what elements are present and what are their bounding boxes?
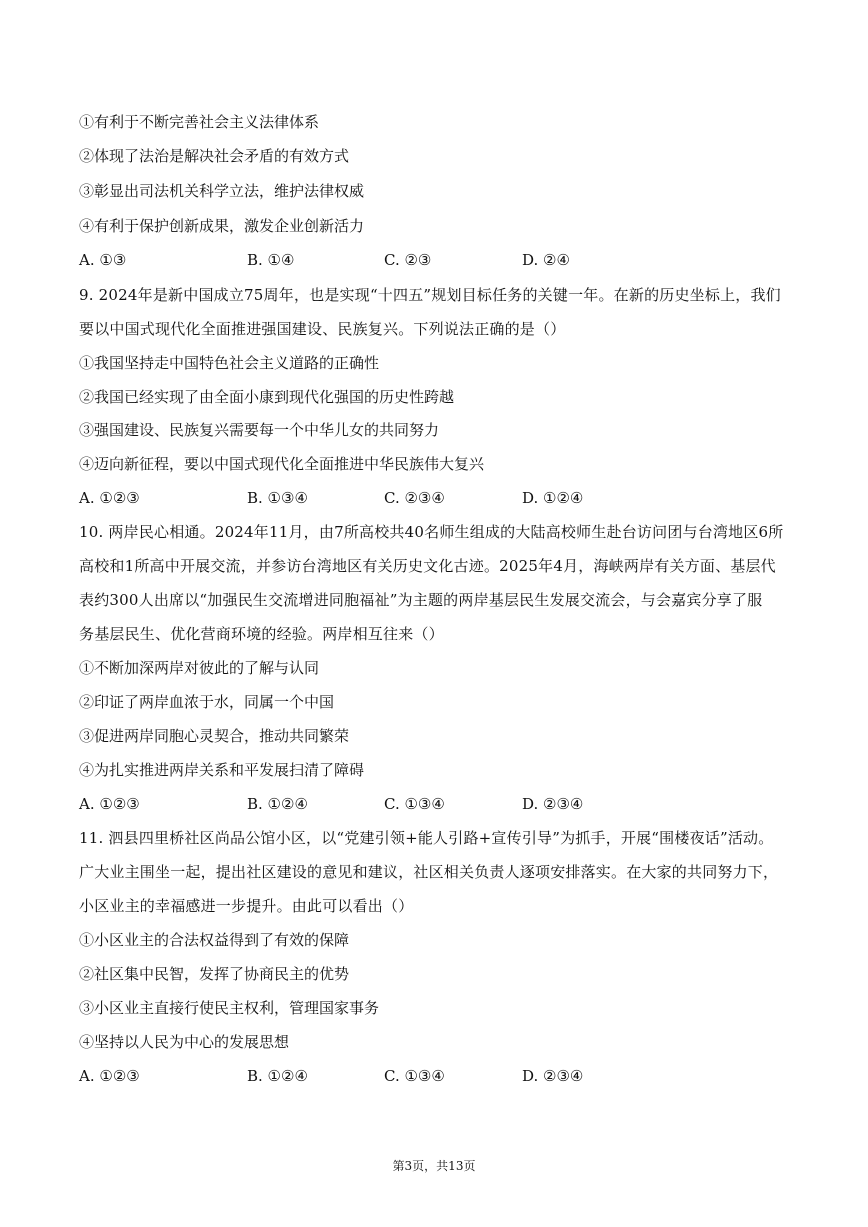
q11-statement-4: ④坚持以人民为中心的发展思想 [79, 1033, 290, 1051]
q10-stem-line-2: 高校和1所高中开展交流，并参访台湾地区有关历史文化古迹。2025年4月，海峡两岸有关方面、基层代 [79, 557, 776, 575]
q11-stem-line-3: 小区业主的幸福感进一步提升。由此可以看出（） [79, 897, 414, 915]
q11-stem-line-1: 11. 泗县四里桥社区尚品公馆小区，以“党建引领+能人引路+宣传引导”为抓手，开展“围楼夜话”活动。 [79, 829, 774, 847]
q11-statement-3: ③小区业主直接行使民主权利，管理国家事务 [79, 999, 380, 1017]
q11-statement-1: ①小区业主的合法权益得到了有效的保障 [79, 931, 350, 949]
q10-statement-4: ④为扎实推进两岸关系和平发展扫清了障碍 [79, 761, 365, 779]
q9-stem-line-1: 9. 2024年是新中国成立75周年，也是实现“十四五”规划目标任务的关键一年。在新的历史坐标上，我们 [79, 286, 781, 304]
q9-statement-4: ④迈向新征程，要以中国式现代化全面推进中华民族伟大复兴 [79, 455, 485, 473]
q9-option-d[interactable]: D. ①②④ [522, 489, 584, 507]
q9-statement-1: ①我国坚持走中国特色社会主义道路的正确性 [79, 354, 380, 372]
q11-options [79, 1067, 639, 1085]
q8-option-a[interactable]: A. ①③ [79, 251, 127, 269]
q8-options [79, 251, 639, 269]
q9-stem-line-2: 要以中国式现代化全面推进强国建设、民族复兴。下列说法正确的是（） [79, 320, 566, 338]
q11-option-a[interactable]: A. ①②③ [79, 1067, 140, 1085]
q10-option-d[interactable]: D. ②③④ [522, 795, 584, 813]
q9-statement-3: ③强国建设、民族复兴需要每一个中华儿女的共同努力 [79, 421, 440, 439]
q11-stem-line-2: 广大业主围坐一起，提出社区建设的意见和建议，社区相关负责人逐项安排落实。在大家的共同努力下， [79, 863, 779, 881]
q10-option-c[interactable]: C. ①③④ [384, 795, 445, 813]
q8-option-c[interactable]: C. ②③ [384, 251, 432, 269]
q10-options [79, 795, 639, 813]
q11-option-c[interactable]: C. ①③④ [384, 1067, 445, 1085]
q10-option-a[interactable]: A. ①②③ [79, 795, 140, 813]
q9-statement-2: ②我国已经实现了由全面小康到现代化强国的历史性跨越 [79, 388, 455, 406]
q10-statement-1: ①不断加深两岸对彼此的了解与认同 [79, 659, 320, 677]
q10-stem-line-4: 务基层民生、优化营商环境的经验。两岸相互往来（） [79, 625, 444, 643]
q9-option-b[interactable]: B. ①③④ [247, 489, 308, 507]
q11-statement-2: ②社区集中民智，发挥了协商民主的优势 [79, 965, 350, 983]
q10-stem-line-3: 表约300人出席以“加强民生交流增进同胞福祉”为主题的两岸基层民生发展交流会，与会嘉宾分享了服 [79, 591, 763, 609]
q8-option-d[interactable]: D. ②④ [522, 251, 570, 269]
q8-statement-3: ③彰显出司法机关科学立法，维护法律权威 [79, 182, 365, 200]
q9-option-a[interactable]: A. ①②③ [79, 489, 140, 507]
q8-statement-1: ①有利于不断完善社会主义法律体系 [79, 113, 320, 131]
q8-option-b[interactable]: B. ①④ [247, 251, 295, 269]
q9-option-c[interactable]: C. ②③④ [384, 489, 445, 507]
q11-option-b[interactable]: B. ①②④ [247, 1067, 308, 1085]
page-footer: 第3页，共13页 [392, 1159, 476, 1173]
q11-option-d[interactable]: D. ②③④ [522, 1067, 584, 1085]
q10-statement-2: ②印证了两岸血浓于水，同属一个中国 [79, 693, 335, 711]
q10-option-b[interactable]: B. ①②④ [247, 795, 308, 813]
q10-stem-line-1: 10. 两岸民心相通。2024年11月，由7所高校共40名师生组成的大陆高校师生赴台访问团与台湾地区6所 [79, 523, 784, 541]
q9-options [79, 489, 639, 507]
q8-statement-4: ④有利于保护创新成果，激发企业创新活力 [79, 217, 365, 235]
q8-statement-2: ②体现了法治是解决社会矛盾的有效方式 [79, 147, 350, 165]
q10-statement-3: ③促进两岸同胞心灵契合，推动共同繁荣 [79, 727, 350, 745]
